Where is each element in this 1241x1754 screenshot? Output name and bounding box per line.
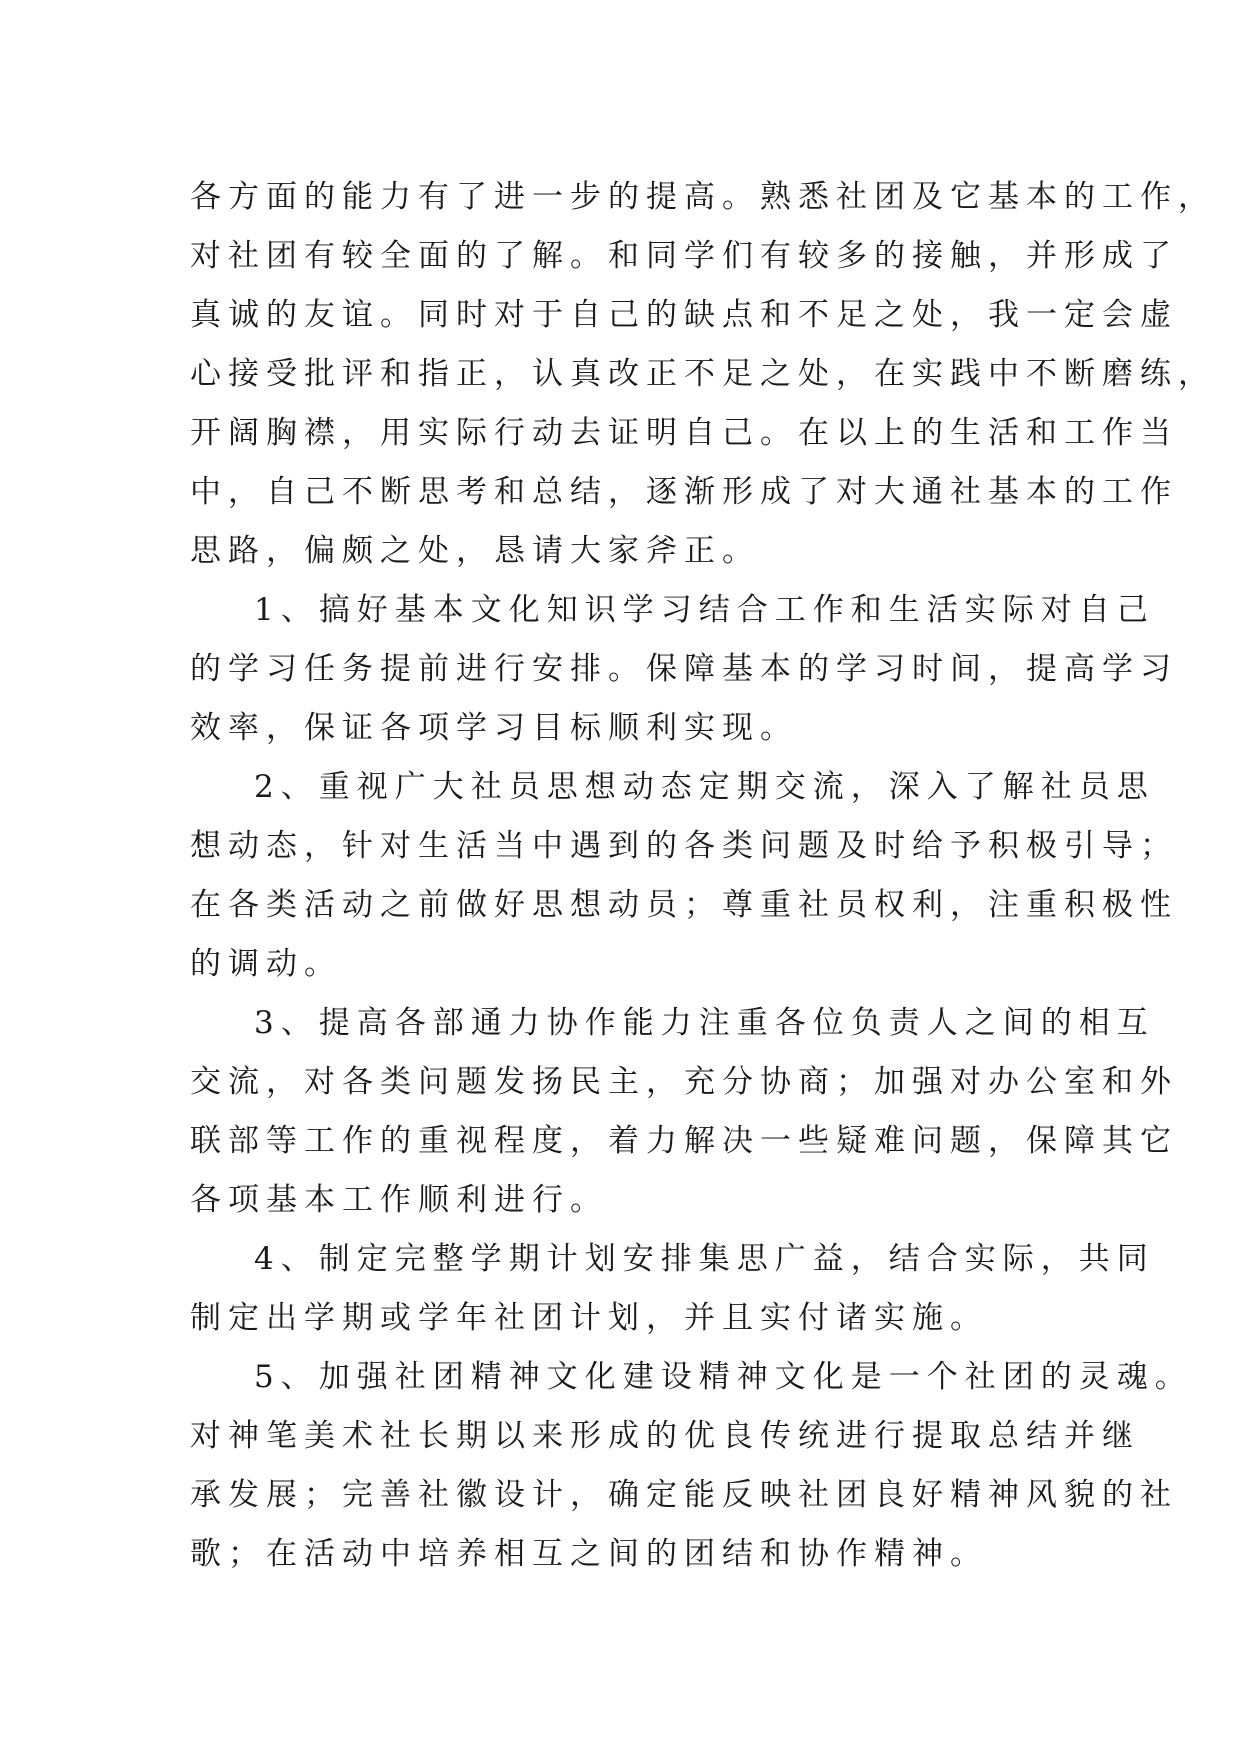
list-item-5-line: 5、加强社团精神文化建设精神文化是一个社团的灵魂。 <box>254 1359 1193 1395</box>
list-item-1-line: 1、搞好基本文化知识学习结合工作和生活实际对自己 <box>254 592 1155 628</box>
text-line: 在各类活动之前做好思想动员；尊重社员权利，注重积极性 <box>190 887 1178 923</box>
text-line: 各项基本工作顺利进行。 <box>190 1182 608 1218</box>
text-line: 真诚的友谊。同时对于自己的缺点和不足之处，我一定会虚 <box>190 297 1178 333</box>
text-line: 的学习任务提前进行安排。保障基本的学习时间，提高学习 <box>190 651 1178 687</box>
text-line: 效率，保证各项学习目标顺利实现。 <box>190 710 798 746</box>
text-line: 思路，偏颇之处，恳请大家斧正。 <box>190 533 760 569</box>
document-body <box>190 168 1216 1584</box>
text-line: 的调动。 <box>190 946 342 982</box>
list-item-2-line: 2、重视广大社员思想动态定期交流，深入了解社员思 <box>254 769 1155 805</box>
list-item-3-line: 3、提高各部通力协作能力注重各位负责人之间的相互 <box>254 1005 1155 1041</box>
text-line: 对神笔美术社长期以来形成的优良传统进行提取总结并继 <box>190 1418 1140 1454</box>
text-line: 歌；在活动中培养相互之间的团结和协作精神。 <box>190 1536 988 1572</box>
text-line: 各方面的能力有了进一步的提高。熟悉社团及它基本的工作， <box>190 179 1216 215</box>
text-line: 联部等工作的重视程度，着力解决一些疑难问题，保障其它 <box>190 1123 1178 1159</box>
text-line: 开阔胸襟，用实际行动去证明自己。在以上的生活和工作当 <box>190 415 1178 451</box>
text-line: 制定出学期或学年社团计划，并且实付诸实施。 <box>190 1300 988 1336</box>
text-line: 承发展；完善社徽设计，确定能反映社团良好精神风貌的社 <box>190 1477 1178 1513</box>
list-item-4-line: 4、制定完整学期计划安排集思广益，结合实际，共同 <box>254 1241 1155 1277</box>
text-line: 想动态，针对生活当中遇到的各类问题及时给予积极引导； <box>190 828 1178 864</box>
text-line: 对社团有较全面的了解。和同学们有较多的接触，并形成了 <box>190 238 1178 274</box>
text-line: 中，自己不断思考和总结，逐渐形成了对大通社基本的工作 <box>190 474 1178 510</box>
text-line: 心接受批评和指正，认真改正不足之处，在实践中不断磨练， <box>190 356 1216 392</box>
text-line: 交流，对各类问题发扬民主，充分协商；加强对办公室和外 <box>190 1064 1178 1100</box>
